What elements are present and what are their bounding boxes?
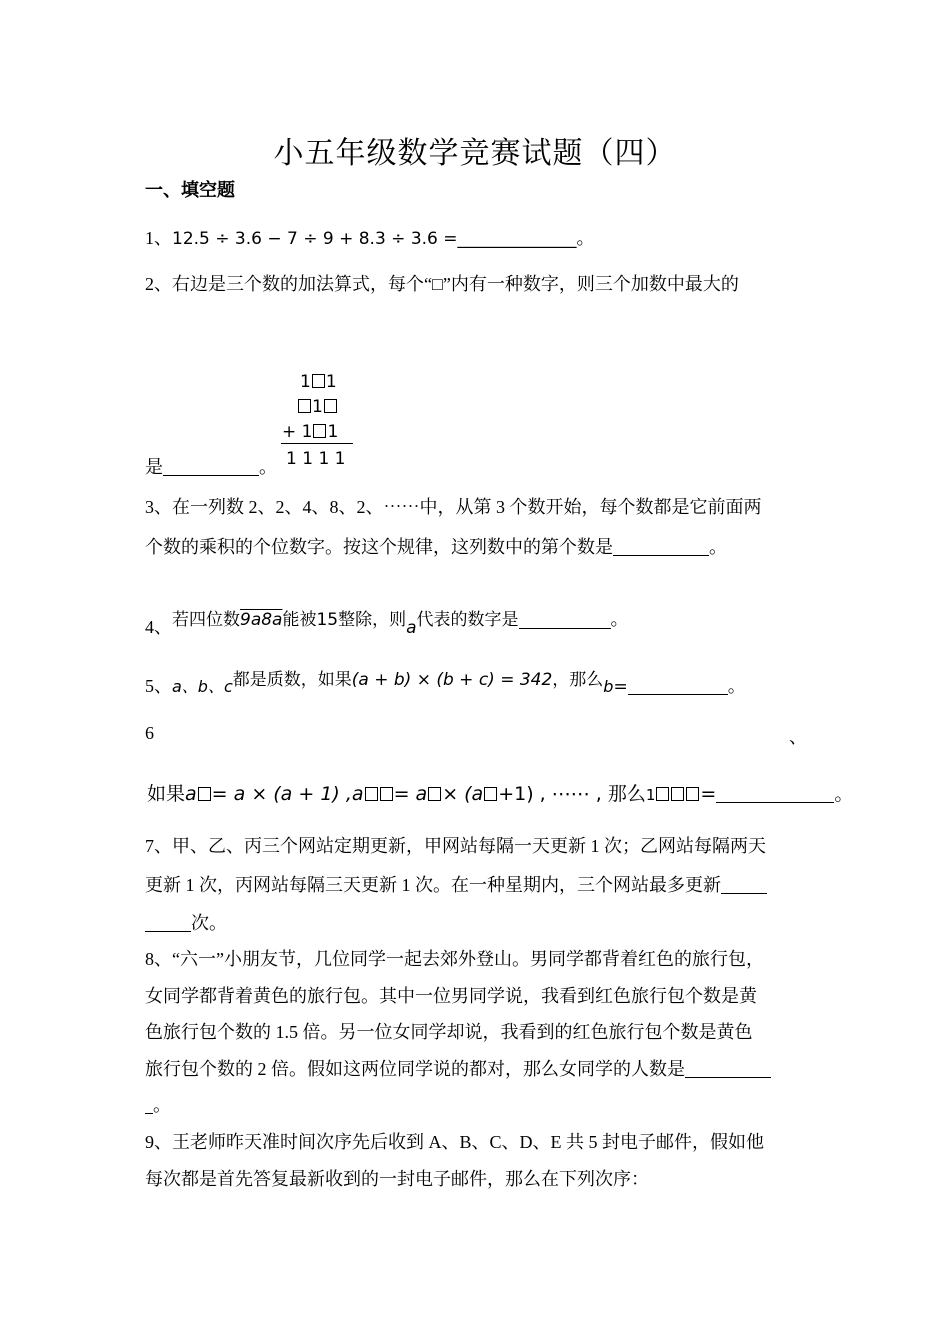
q2-addend-1: 1 1 [300, 372, 337, 392]
question-6-number: 6 [145, 723, 154, 743]
op-box [198, 787, 211, 801]
question-8-line-5: 。 [145, 1091, 171, 1117]
question-8-line-2: 女同学都背着黄色的旅行包。其中一位男同学说，我看到红色旅行包个数是黄 [145, 986, 757, 1006]
q5-equation: (a + b) × (b + c) = 342 [351, 670, 553, 690]
op-box [484, 787, 497, 801]
question-5: 5、a、b、c都是质数，如果(a + b) × (b + c) = 342，那么b= 。 [145, 670, 746, 697]
question-7-line-1: 7、甲、乙、丙三个网站定期更新，甲网站每隔一天更新 1 次；乙网站每隔两天 [145, 836, 766, 856]
question-4: 4、若四位数9a8a能被15整除，则a代表的数字是 。 [145, 609, 629, 638]
op-box [686, 787, 699, 801]
question-9-line-1: 9、王老师昨天准时间次序先后收到 A、B、C、D、E 共 5 封电子邮件，假如他 [145, 1132, 765, 1152]
q1-answer-blank: ______________ [457, 229, 577, 249]
question-3-line-1: 3、在一列数 2、2、4、8、2、⋯⋯中，从第 3 个数开始，每个数都是它前面两 [145, 497, 762, 517]
q8-answer-blank-1 [685, 1076, 771, 1078]
q7-answer-blank-2 [145, 930, 191, 932]
op-box [671, 787, 684, 801]
op-box [365, 787, 378, 801]
question-6-separator: 、 [789, 727, 807, 747]
q2-sum: 1 1 1 1 [286, 449, 346, 469]
q3-answer-blank [613, 554, 709, 556]
q1-number: 1、 [145, 228, 172, 248]
q7-answer-blank-1 [721, 892, 767, 894]
q2-answer-blank [163, 474, 259, 476]
op-box [380, 787, 393, 801]
question-2: 2、右边是三个数的加法算式，每个“□”内有一种数字，则三个加数中最大的 [145, 274, 739, 294]
page-title: 小五年级数学竞赛试题（四） [273, 137, 677, 170]
digit-box [324, 399, 337, 413]
q4-answer-blank [519, 627, 611, 629]
question-9-line-2: 每次都是首先答复最新收到的一封电子邮件，那么在下列次序： [145, 1169, 649, 1189]
digit-box [313, 424, 326, 438]
question-3-line-2: 个数的乘积的个位数字。按这个规律，这列数中的第个数是 。 [145, 537, 727, 557]
question-8-line-4: 旅行包个数的 2 倍。假如这两位同学说的都对，那么女同学的人数是 [145, 1055, 771, 1081]
question-7-line-2: 更新 1 次，丙网站每隔三天更新 1 次。在一种星期内，三个网站最多更新 [145, 871, 767, 897]
digit-box [312, 374, 325, 388]
q6-answer-blank [716, 801, 834, 803]
question-8-line-3: 色旅行包个数的 1.5 倍。另一位女同学却说，我看到的红色旅行包个数是黄色 [145, 1022, 753, 1042]
digit-box [298, 399, 311, 413]
sum-rule [281, 443, 353, 444]
question-1 [145, 224, 595, 250]
q2-tail: 是 。 [145, 457, 277, 477]
q8-answer-blank-2 [145, 1112, 153, 1114]
q4-four-digit-number: 9a8a [240, 610, 283, 630]
question-7-line-3: 次。 [145, 909, 227, 935]
section-heading: 一、填空题 [145, 180, 235, 201]
q1-expression: 12.5 ÷ 3.6 − 7 ÷ 9 + 8.3 ÷ 3.6 = [172, 229, 458, 249]
q2-addend-3: + 1 1 [282, 422, 339, 442]
op-box [656, 787, 669, 801]
op-box [428, 787, 441, 801]
q1-end: 。 [576, 228, 595, 248]
q5-answer-blank [628, 693, 728, 695]
question-8-line-1: 8、“六一”小朋友节，几位同学一起去郊外登山。男同学都背着红色的旅行包， [145, 949, 764, 969]
question-6: 如果a = a × (a + 1) ,a = a × (a +1) , ⋯⋯ , 那么1 = 。 [147, 783, 854, 805]
q2-addend-2: 1 [297, 397, 338, 417]
